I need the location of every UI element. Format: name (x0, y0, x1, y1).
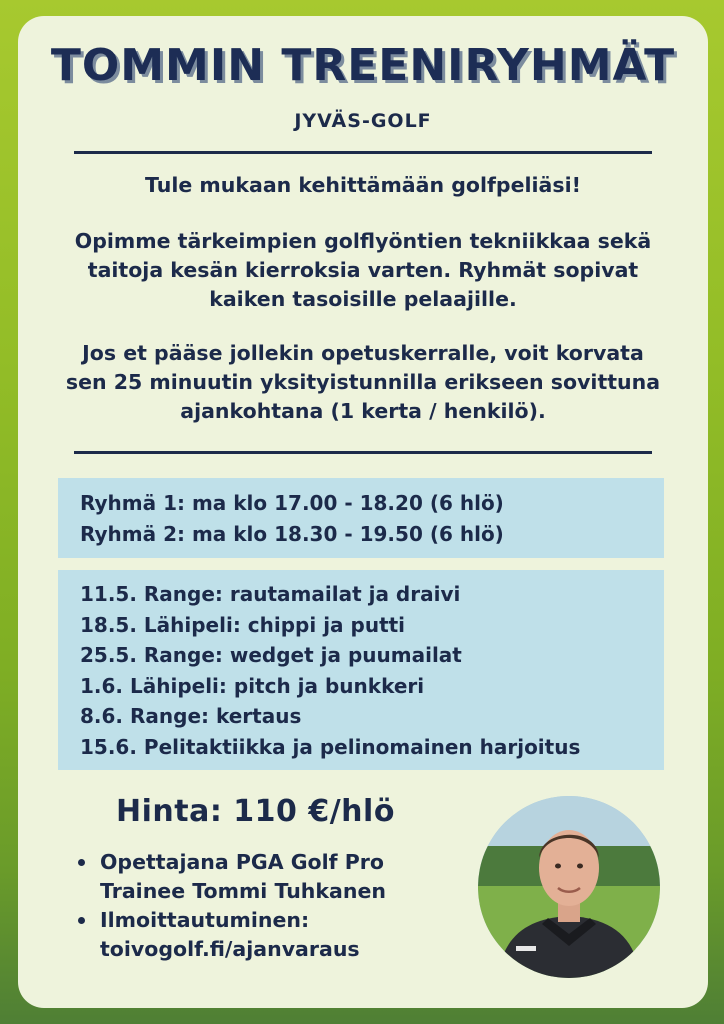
makeup-line: Jos et pääse jollekin opetuskerralle, voit korvata (82, 341, 644, 365)
description-line: Opimme tärkeimpien golflyöntien tekniikkaa sekä (74, 229, 652, 253)
schedule-item: 1.6. Lähipeli: pitch ja bunkkeri (80, 673, 425, 698)
divider-top (74, 151, 652, 154)
group-line: Ryhmä 1: ma klo 17.00 - 18.20 (6 hlö) (80, 491, 504, 515)
poster-title: TOMMIN TREENIRYHMÄT (50, 40, 676, 91)
makeup-paragraph (32, 339, 694, 426)
poster-card (18, 16, 708, 1008)
schedule-item: 15.6. Pelitaktiikka ja pelinomainen harjoitus (80, 734, 581, 759)
schedule-item: 25.5. Range: wedget ja puumailat (80, 643, 462, 667)
poster-subtitle: JYVÄS-GOLF (294, 110, 432, 132)
info-item-registration (76, 906, 446, 964)
schedule-box (58, 570, 664, 770)
bullet-dot-icon (78, 917, 85, 924)
instructor-photo (478, 796, 660, 978)
group-line: Ryhmä 2: ma klo 18.30 - 19.50 (6 hlö) (80, 521, 504, 546)
bullet-dot-icon (78, 859, 85, 866)
info-item-teacher (76, 848, 446, 906)
divider-bottom (74, 451, 652, 454)
registration-link[interactable]: toivogolf.fi/ajanvaraus (100, 937, 360, 961)
makeup-line: ajankohtana (1 kerta / henkilö). (180, 399, 546, 423)
description-paragraph (32, 227, 694, 314)
schedule-item: 8.6. Range: kertaus (80, 704, 302, 728)
info-list (76, 848, 446, 964)
makeup-line: sen 25 minuutin yksityistunnilla erikseen sovittuna (65, 370, 661, 394)
description-line: taitoja kesän kierroksia varten. Ryhmät sopivat (87, 258, 639, 282)
intro-text: Tule mukaan kehittämään golfpeliäsi! (145, 173, 581, 197)
groups-box (58, 478, 664, 558)
instructor-portrait-icon (478, 796, 660, 978)
info-line: Opettajana PGA Golf Pro (100, 850, 384, 874)
schedule-item: 18.5. Lähipeli: chippi ja putti (80, 612, 406, 637)
price-text: Hinta: 110 €/hlö (116, 794, 395, 829)
description-line: kaiken tasoisille pelaajille. (209, 287, 517, 311)
info-line: Ilmoittautuminen: (100, 908, 310, 932)
schedule-item: 11.5. Range: rautamailat ja draivi (80, 582, 461, 606)
info-line: Trainee Tommi Tuhkanen (100, 879, 386, 903)
